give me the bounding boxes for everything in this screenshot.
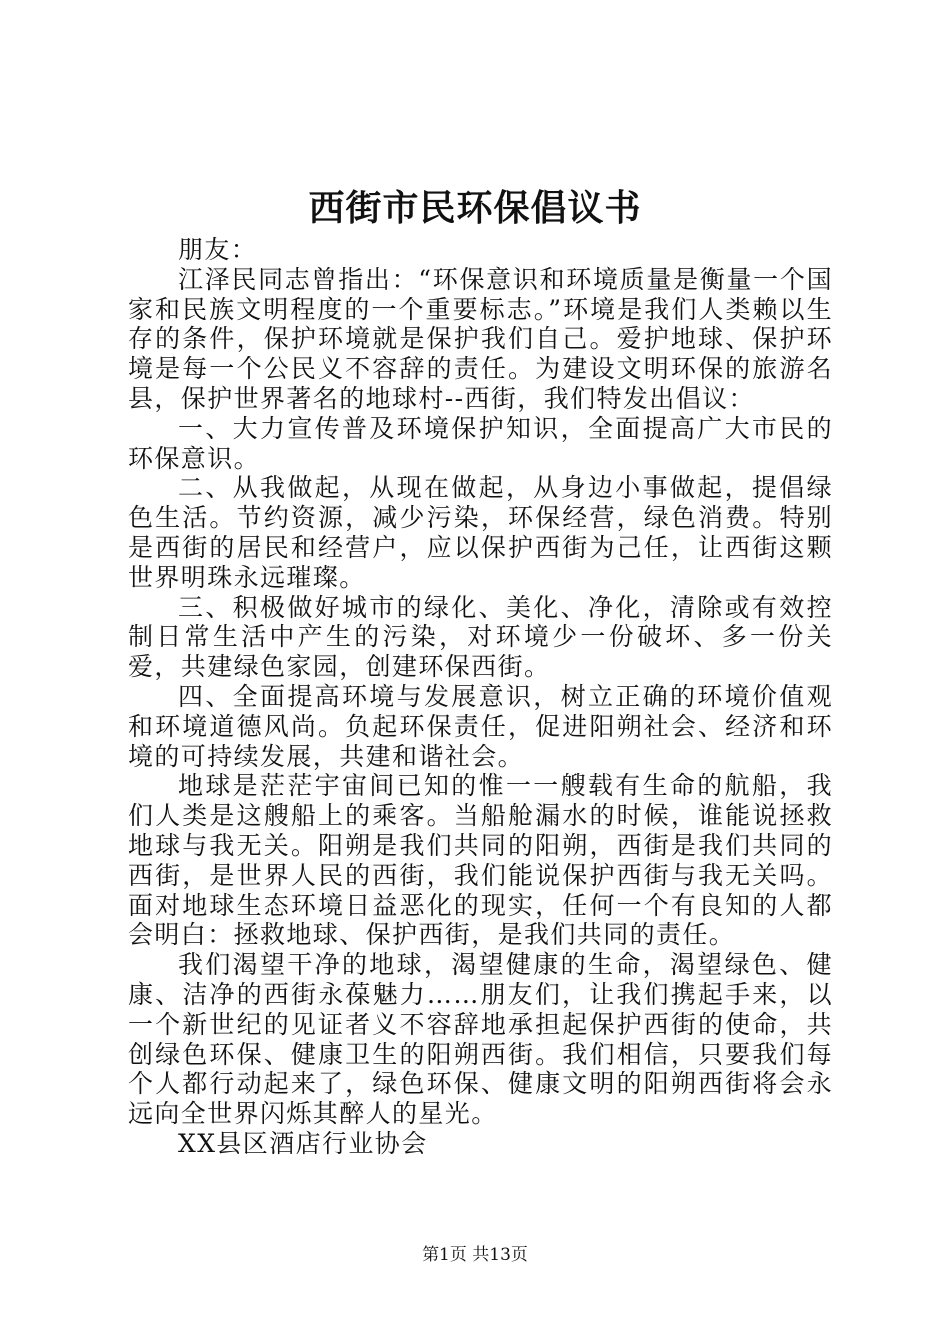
paragraph-closing: 我们渴望干净的地球，渴望健康的生命，渴望绿色、健康、洁净的西街永葆魅力……朋友们，让我们携起手来，以一个新世纪的见证者义不容辞地承担起保护西街的使命，共创绿色环保、健康卫生的阳朔西街。我们相信，只要我们每个人都行动起来了，绿色环保、健康文明的阳朔西街将会永远向全世界闪烁其醉人的星光。 bbox=[128, 950, 833, 1129]
paragraph-earth: 地球是茫茫宇宙间已知的惟一一艘载有生命的航船，我们人类是这艘船上的乘客。当船舱漏水的时候，谁能说拯救地球与我无关。阳朔是我们共同的阳朔，西街是我们共同的西街，是世界人民的西街，我们能说保护西街与我无关吗。面对地球生态环境日益恶化的现实，任何一个有良知的人都会明白：拯救地球、保护西街，是我们共同的责任。 bbox=[128, 771, 833, 950]
paragraph-proposal-3: 三、积极做好城市的绿化、美化、净化，清除或有效控制日常生活中产生的污染，对环境少一份破坏、多一份关爱，共建绿色家园，创建环保西街。 bbox=[128, 592, 833, 682]
document-body bbox=[128, 235, 833, 1159]
greeting: 朋友： bbox=[178, 235, 258, 264]
paragraph-proposal-1: 一、大力宣传普及环境保护知识，全面提高广大市民的环保意识。 bbox=[128, 413, 833, 473]
document-title: 西街市民环保倡议书 bbox=[308, 187, 642, 229]
signature: XX县区酒店行业协会 bbox=[178, 1128, 428, 1158]
paragraph-proposal-4: 四、全面提高环境与发展意识，树立正确的环境价值观和环境道德风尚。负起环保责任，促进阳朔社会、经济和环境的可持续发展，共建和谐社会。 bbox=[128, 681, 833, 771]
paragraph-intro: 江泽民同志曾指出：“环保意识和环境质量是衡量一个国家和民族文明程度的一个重要标志。”环境是我们人类赖以生存的条件，保护环境就是保护我们自己。爱护地球、保护环境是每一个公民义不容辞的责任。为建设文明环保的旅游名县，保护世界著名的地球村--西街，我们特发出倡议： bbox=[128, 264, 833, 413]
paragraph-proposal-2: 二、从我做起，从现在做起，从身边小事做起，提倡绿色生活。节约资源，减少污染，环保经营，绿色消费。特别是西街的居民和经营户，应以保护西街为己任，让西街这颗世界明珠永远璀璨。 bbox=[128, 473, 833, 592]
page-footer: 第1页 共13页 bbox=[422, 1245, 528, 1265]
